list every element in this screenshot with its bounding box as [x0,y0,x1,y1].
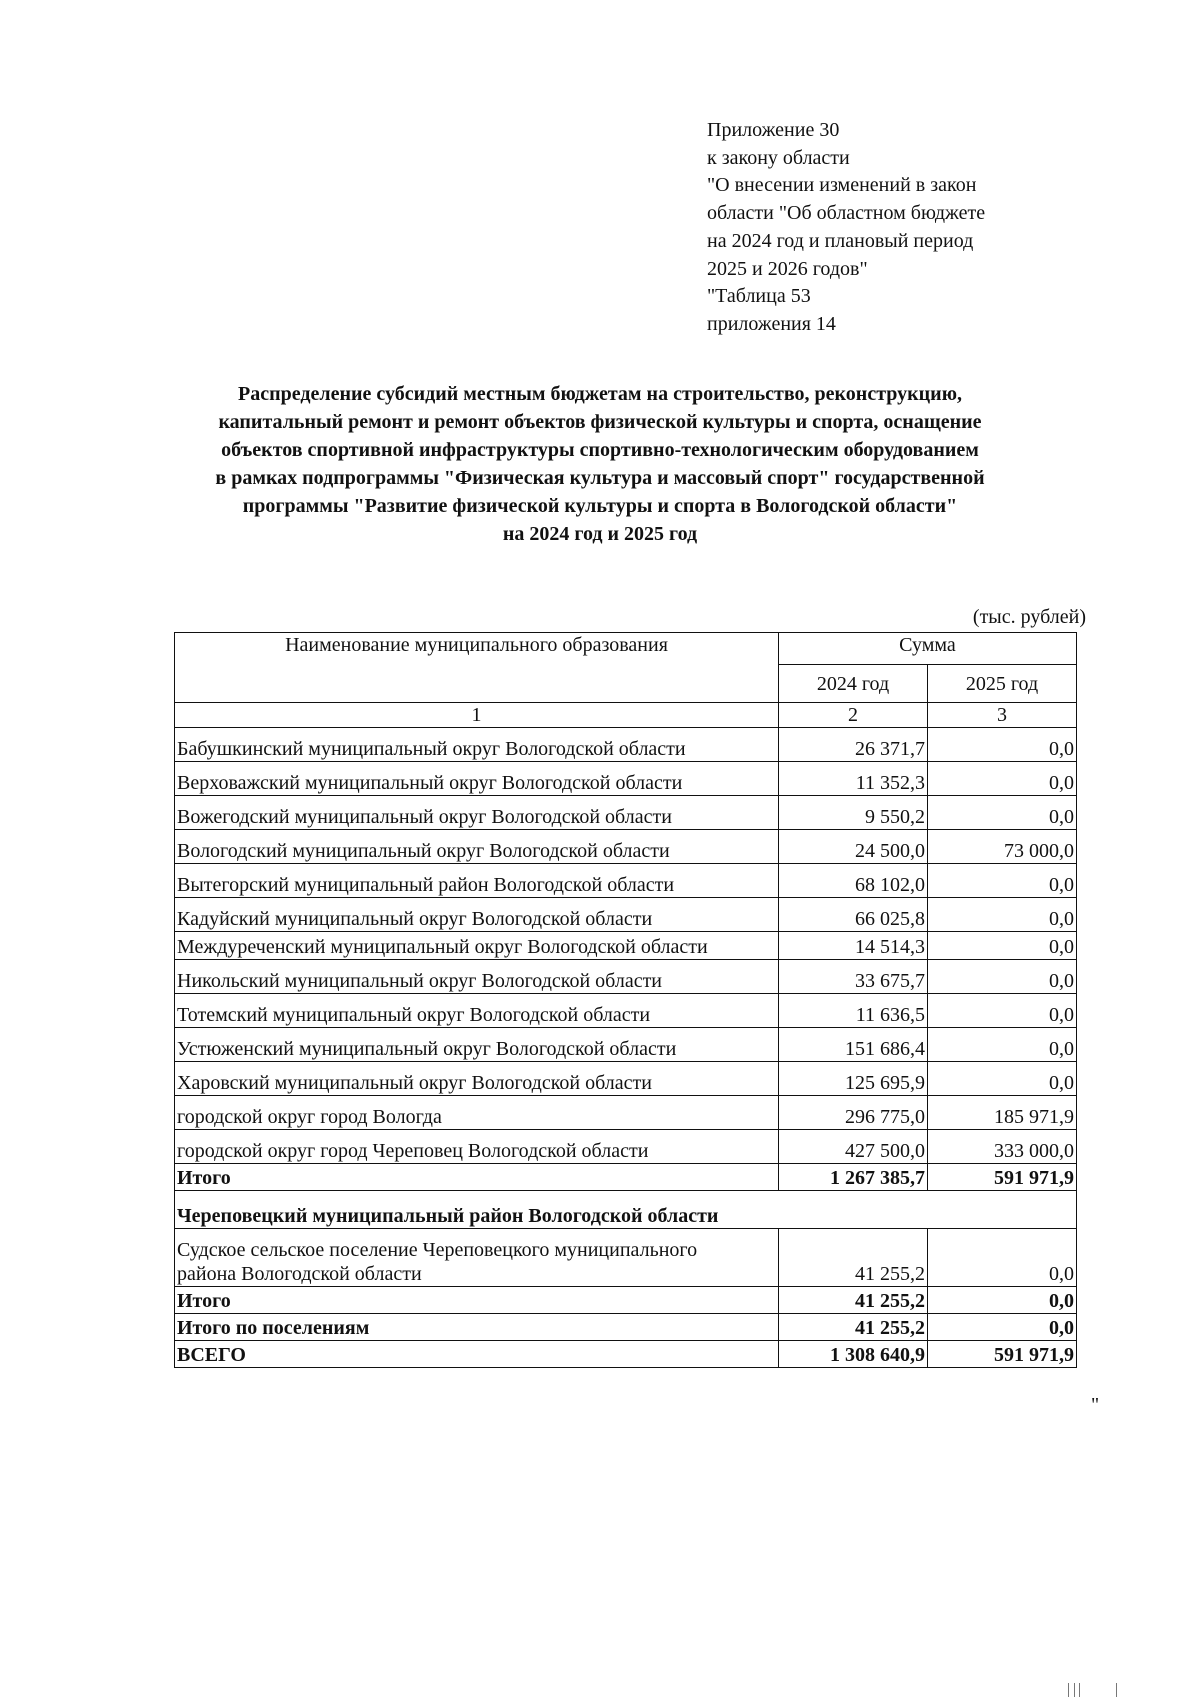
table-row [175,994,1077,1028]
title-line: капитальный ремонт и ремонт объектов физической культуры и спорта, оснащение [218,411,982,433]
amount-2024: 296 775,0 [779,1096,928,1130]
municipality-name: Верховажский муниципальный округ Вологодской области [175,762,779,796]
appendix-line: "Таблица 53 [707,285,811,308]
amount-2025: 0,0 [928,960,1077,994]
subtotal-2025: 591 971,9 [928,1164,1077,1191]
amount-2025: 0,0 [928,864,1077,898]
amount-2025: 0,0 [928,1028,1077,1062]
subtotal-2024: 1 267 385,7 [779,1164,928,1191]
table-row [175,830,1077,864]
table-row [175,960,1077,994]
amount-2024: 11 352,3 [779,762,928,796]
amount-2025: 0,0 [928,728,1077,762]
municipality-name: Тотемский муниципальный округ Вологодской области [175,994,779,1028]
table-row [175,1130,1077,1164]
title-line: объектов спортивной инфраструктуры спортивно-технологическим оборудованием [221,439,979,461]
amount-2024: 68 102,0 [779,864,928,898]
appendix-line: "О внесении изменений в закон [707,174,977,197]
settlements-total-label: Итого по поселениям [175,1314,779,1341]
header-year-2025: 2025 год [928,665,1077,703]
settlement-name-line: Судское сельское поселение Череповецкого муниципального [177,1239,698,1261]
amount-2024: 11 636,5 [779,994,928,1028]
municipality-name: Никольский муниципальный округ Вологодской области [175,960,779,994]
grand-total-2025: 591 971,9 [928,1341,1077,1368]
title-line: программы "Развитие физической культуры и спорта в Вологодской области" [242,495,958,517]
appendix-line: области "Об областном бюджете [707,202,986,225]
municipality-name: Кадуйский муниципальный округ Вологодской области [175,898,779,932]
appendix-block [707,117,1127,339]
amount-2025: 0,0 [928,994,1077,1028]
title-line: Распределение субсидий местным бюджетам на строительство, реконструкцию, [238,383,962,405]
amount-2025: 73 000,0 [928,830,1077,864]
header-name: Наименование муниципального образования [175,633,779,703]
appendix-line: Приложение 30 [707,119,840,141]
table-row [175,864,1077,898]
grand-total-label: ВСЕГО [175,1341,779,1368]
amount-2024: 66 025,8 [779,898,928,932]
table-row [175,728,1077,762]
column-index: 1 [175,703,779,728]
settlements-total-row [175,1314,1077,1341]
appendix-line: к закону области [707,146,850,169]
document-title [100,380,1100,548]
header-year-2024: 2024 год [779,665,928,703]
amount-2024: 33 675,7 [779,960,928,994]
amount-2024: 14 514,3 [779,932,928,960]
amount-2024: 151 686,4 [779,1028,928,1062]
table-row [175,898,1077,932]
scan-artifact [1064,1683,1124,1697]
table-row [175,1096,1077,1130]
municipality-name: Устюженский муниципальный округ Вологодской области [175,1028,779,1062]
grand-total-2024: 1 308 640,9 [779,1341,928,1368]
municipality-name: Харовский муниципальный округ Вологодской области [175,1062,779,1096]
municipality-name: Вожегодский муниципальный округ Вологодской области [175,796,779,830]
title-line: в рамках подпрограммы "Физическая культура и массовый спорт" государственной [215,467,985,489]
municipality-name: городской округ город Вологда [175,1096,779,1130]
table-row [175,796,1077,830]
table-row [175,762,1077,796]
subtotal-2024: 41 255,2 [779,1287,928,1314]
closing-quote: " [1091,1394,1100,1416]
settlement-row [175,1229,1077,1287]
subtotal-2025: 0,0 [928,1287,1077,1314]
appendix-line: 2025 и 2026 годов" [707,257,868,280]
table-row [175,1062,1077,1096]
amount-2025: 0,0 [928,898,1077,932]
amount-2024: 9 550,2 [779,796,928,830]
amount-2024: 125 695,9 [779,1062,928,1096]
settlements-total-2025: 0,0 [928,1314,1077,1341]
title-line: на 2024 год и 2025 год [502,523,698,545]
column-index: 2 [779,703,928,728]
section-heading: Череповецкий муниципальный район Вологодской области [175,1191,1077,1229]
subtotal-label: Итого [175,1164,779,1191]
appendix-line: на 2024 год и плановый период [707,229,974,252]
amount-2025: 185 971,9 [928,1096,1077,1130]
header-sum: Сумма [779,633,1077,665]
amount-2024: 24 500,0 [779,830,928,864]
grand-total-row [175,1341,1077,1368]
municipality-name: Бабушкинский муниципальный округ Вологодской области [175,728,779,762]
amount-2024: 26 371,7 [779,728,928,762]
column-index: 3 [928,703,1077,728]
municipality-name: городской округ город Череповец Вологодской области [175,1130,779,1164]
settlement-name [175,1229,779,1287]
amount-2025: 0,0 [928,762,1077,796]
subtotal-row [175,1287,1077,1314]
amount-2025: 0,0 [928,796,1077,830]
appendix-line: приложения 14 [707,312,836,335]
table-row [175,1028,1077,1062]
section-row [175,1191,1077,1229]
settlement-name-line: района Вологодской области [177,1263,422,1285]
municipality-name: Вологодский муниципальный округ Вологодской области [175,830,779,864]
amount-2025: 0,0 [928,1062,1077,1096]
subsidy-table [174,632,1077,1368]
municipality-name: Междуреченский муниципальный округ Вологодской области [175,932,779,960]
subtotal-label: Итого [175,1287,779,1314]
settlements-total-2024: 41 255,2 [779,1314,928,1341]
amount-2025: 0,0 [928,1229,1077,1287]
amount-2024: 427 500,0 [779,1130,928,1164]
amount-2025: 333 000,0 [928,1130,1077,1164]
amount-2024: 41 255,2 [779,1229,928,1287]
subtotal-row [175,1164,1077,1191]
units-label: (тыс. рублей) [972,606,1086,628]
table-row [175,932,1077,960]
amount-2025: 0,0 [928,932,1077,960]
municipality-name: Вытегорский муниципальный район Вологодской области [175,864,779,898]
